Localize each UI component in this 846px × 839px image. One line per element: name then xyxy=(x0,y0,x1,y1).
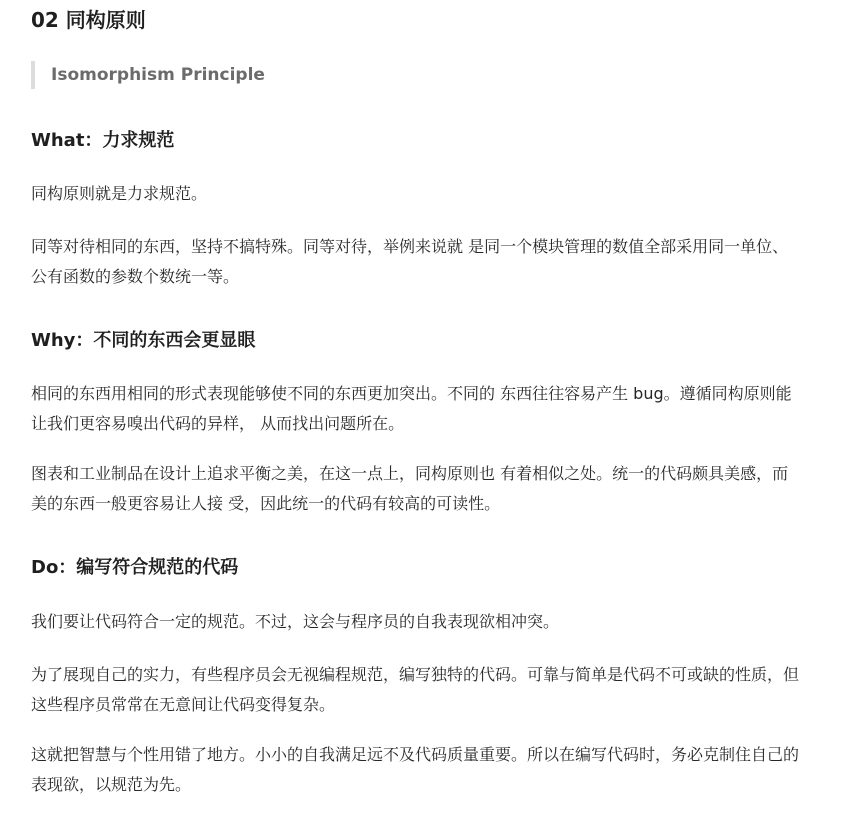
page-title: 02 同构原则 xyxy=(31,8,146,32)
paragraph-what-1: 同构原则就是力求规范。 xyxy=(31,184,208,203)
section-heading-why: Why：不同的东西会更显眼 xyxy=(31,330,256,351)
section-heading-do: Do：编写符合规范的代码 xyxy=(31,557,239,578)
paragraph-why-1: 相同的东西用相同的形式表现能够使不同的东西更加突出。不同的 东西往往容易产生 bug。遵循同构原则能让我们更容易嗅出代码的异样， 从而找出问题所在。 xyxy=(31,384,792,433)
paragraph-why-2: 图表和工业制品在设计上追求平衡之美，在这一点上，同构原则也 有着相似之处。统一的代码颇具美感，而美的东西一般更容易让人接 受，因此统一的代码有较高的可读性。 xyxy=(31,464,789,513)
blockquote xyxy=(31,61,265,89)
blockquote-text: Isomorphism Principle xyxy=(51,65,265,85)
section-heading-what: What：力求规范 xyxy=(31,130,175,151)
paragraph-do-3: 这就把智慧与个性用错了地方。小小的自我满足远不及代码质量重要。所以在编写代码时，务必克制住自己的表现欲，以规范为先。 xyxy=(31,745,800,794)
paragraph-do-2: 为了展现自己的实力，有些程序员会无视编程规范，编写独特的代码。可靠与简单是代码不可或缺的性质，但这些程序员常常在无意间让代码变得复杂。 xyxy=(31,665,800,714)
paragraph-what-2: 同等对待相同的东西，坚持不搞特殊。同等对待，举例来说就 是同一个模块管理的数值全部采用同一单位、公有函数的参数个数统一等。 xyxy=(31,237,789,286)
paragraph-do-1: 我们要让代码符合一定的规范。不过，这会与程序员的自我表现欲相冲突。 xyxy=(31,612,560,631)
